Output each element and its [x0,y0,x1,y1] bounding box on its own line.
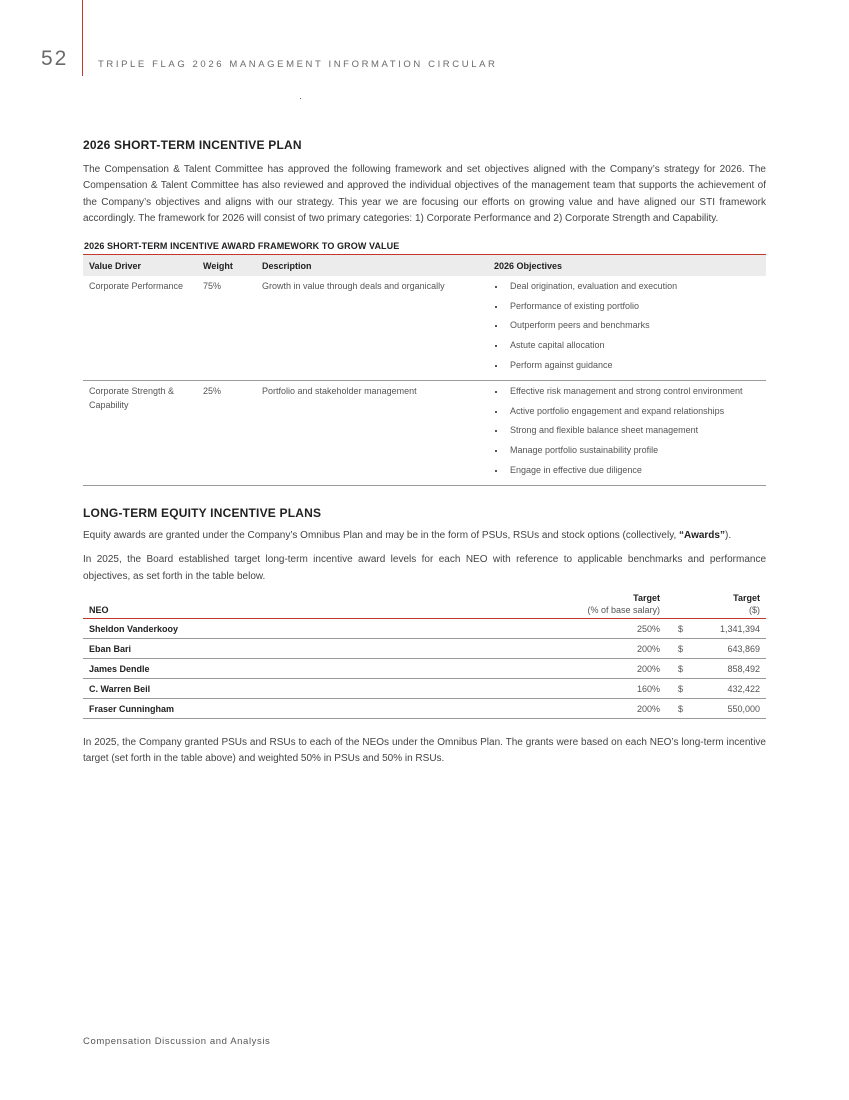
target-amount: 643,869 [694,639,766,659]
section-footer: Compensation Discussion and Analysis [83,1036,271,1047]
neo-name: Eban Bari [83,639,400,659]
list-item: Performance of existing portfolio [494,300,760,320]
objectives-cell [488,276,766,380]
objectives-list [494,385,760,483]
lti-p1-end: ). [724,530,732,542]
list-item: Strong and flexible balance sheet management [494,424,760,444]
target-pct: 160% [400,679,666,699]
col-target-pct [400,592,666,619]
col-neo: NEO [89,605,109,616]
col-objectives: 2026 Objectives [488,255,766,276]
target-amount: 858,492 [694,659,766,679]
sti-section-title: 2026 SHORT-TERM INCENTIVE PLAN [83,138,302,152]
table-row [83,619,766,639]
currency-symbol: $ [666,679,694,699]
stray-mark [300,98,301,99]
currency-symbol: $ [666,699,694,719]
table-row [83,381,766,486]
lti-paragraph-grants: In 2025, the Company granted PSUs and RSUs to each of the NEOs under the Omnibus Plan. The grants were based on each NEO’s long-term incentive target (set forth in the table above) and weighted 50% in PSUs and 50% in RSUs. [83,737,766,765]
page-number: 52 [41,47,69,70]
table-row [83,679,766,699]
col-target-pct-sub: (% of base salary) [587,605,660,616]
lti-paragraph-targets: In 2025, the Board established target long-term incentive award levels for each NEO with reference to applicable benchmarks and performance objectives, as set forth in the table below. [83,554,766,582]
weight: 25% [197,381,256,486]
list-item: Manage portfolio sustainability profile [494,444,760,464]
list-item: Effective risk management and strong control environment [494,385,760,405]
weight: 75% [197,276,256,380]
neo-name: C. Warren Beil [83,679,400,699]
col-value-driver: Value Driver [83,255,197,276]
objectives-list [494,280,760,378]
col-target-pct-title: Target [633,593,660,604]
sti-section-body: The Compensation & Talent Committee has approved the following framework and set objectives aligned with the Company’s strategy for 2026. The Compensation & Talent Committee has also reviewed and approved the individual objectives of the management team that supports the achievement of the Company’s objectives and aligns with our strategy. This year we are focusing our efforts on growing value and have aligned our STI framework accordingly. The framework for 2026 will consist of two primary categories: 1) Corporate Performance and 2) Corporate Strength and Capability. [83,164,766,224]
description: Portfolio and stakeholder management [256,381,488,486]
neo-target-table [83,592,766,719]
col-target-amount [666,592,766,619]
description: Growth in value through deals and organically [256,276,488,380]
value-driver: Corporate Performance [83,276,197,380]
neo-table-header [83,592,766,619]
page-content [83,138,766,768]
neo-name: Fraser Cunningham [83,699,400,719]
col-target-amount-sub: ($) [749,605,760,616]
neo-name: Sheldon Vanderkooy [83,619,400,639]
col-description: Description [256,255,488,276]
list-item: Astute capital allocation [494,339,760,359]
table-row [83,276,766,380]
awards-term: “Awards” [679,530,725,542]
target-amount: 1,341,394 [694,619,766,639]
currency-symbol: $ [666,659,694,679]
document-title: TRIPLE FLAG 2026 MANAGEMENT INFORMATION CIRCULAR [98,59,498,70]
table-row [83,659,766,679]
list-item: Active portfolio engagement and expand relationships [494,405,760,425]
col-weight: Weight [197,255,256,276]
sti-framework-table [83,255,766,486]
header-divider [82,0,83,76]
list-item: Deal origination, evaluation and execution [494,280,760,300]
target-amount: 432,422 [694,679,766,699]
table-row [83,699,766,719]
currency-symbol: $ [666,619,694,639]
list-item: Outperform peers and benchmarks [494,319,760,339]
list-item: Engage in effective due diligence [494,464,760,484]
neo-name: James Dendle [83,659,400,679]
lti-p1-text: Equity awards are granted under the Company’s Omnibus Plan and may be in the form of PSUs, RSUs and stock options (collectively, [83,530,680,542]
target-pct: 200% [400,639,666,659]
objectives-cell [488,381,766,486]
table-row [83,639,766,659]
currency-symbol: $ [666,639,694,659]
sti-table-header [83,255,766,276]
target-pct: 250% [400,619,666,639]
target-amount: 550,000 [694,699,766,719]
col-target-amount-title: Target [733,593,760,604]
lti-paragraph-awards [83,528,766,544]
sti-table-caption: 2026 SHORT-TERM INCENTIVE AWARD FRAMEWORK TO GROW VALUE [83,241,766,255]
target-pct: 200% [400,659,666,679]
lti-section-title: LONG-TERM EQUITY INCENTIVE PLANS [83,506,322,521]
value-driver: Corporate Strength & Capability [83,381,197,486]
target-pct: 200% [400,699,666,719]
list-item: Perform against guidance [494,359,760,379]
